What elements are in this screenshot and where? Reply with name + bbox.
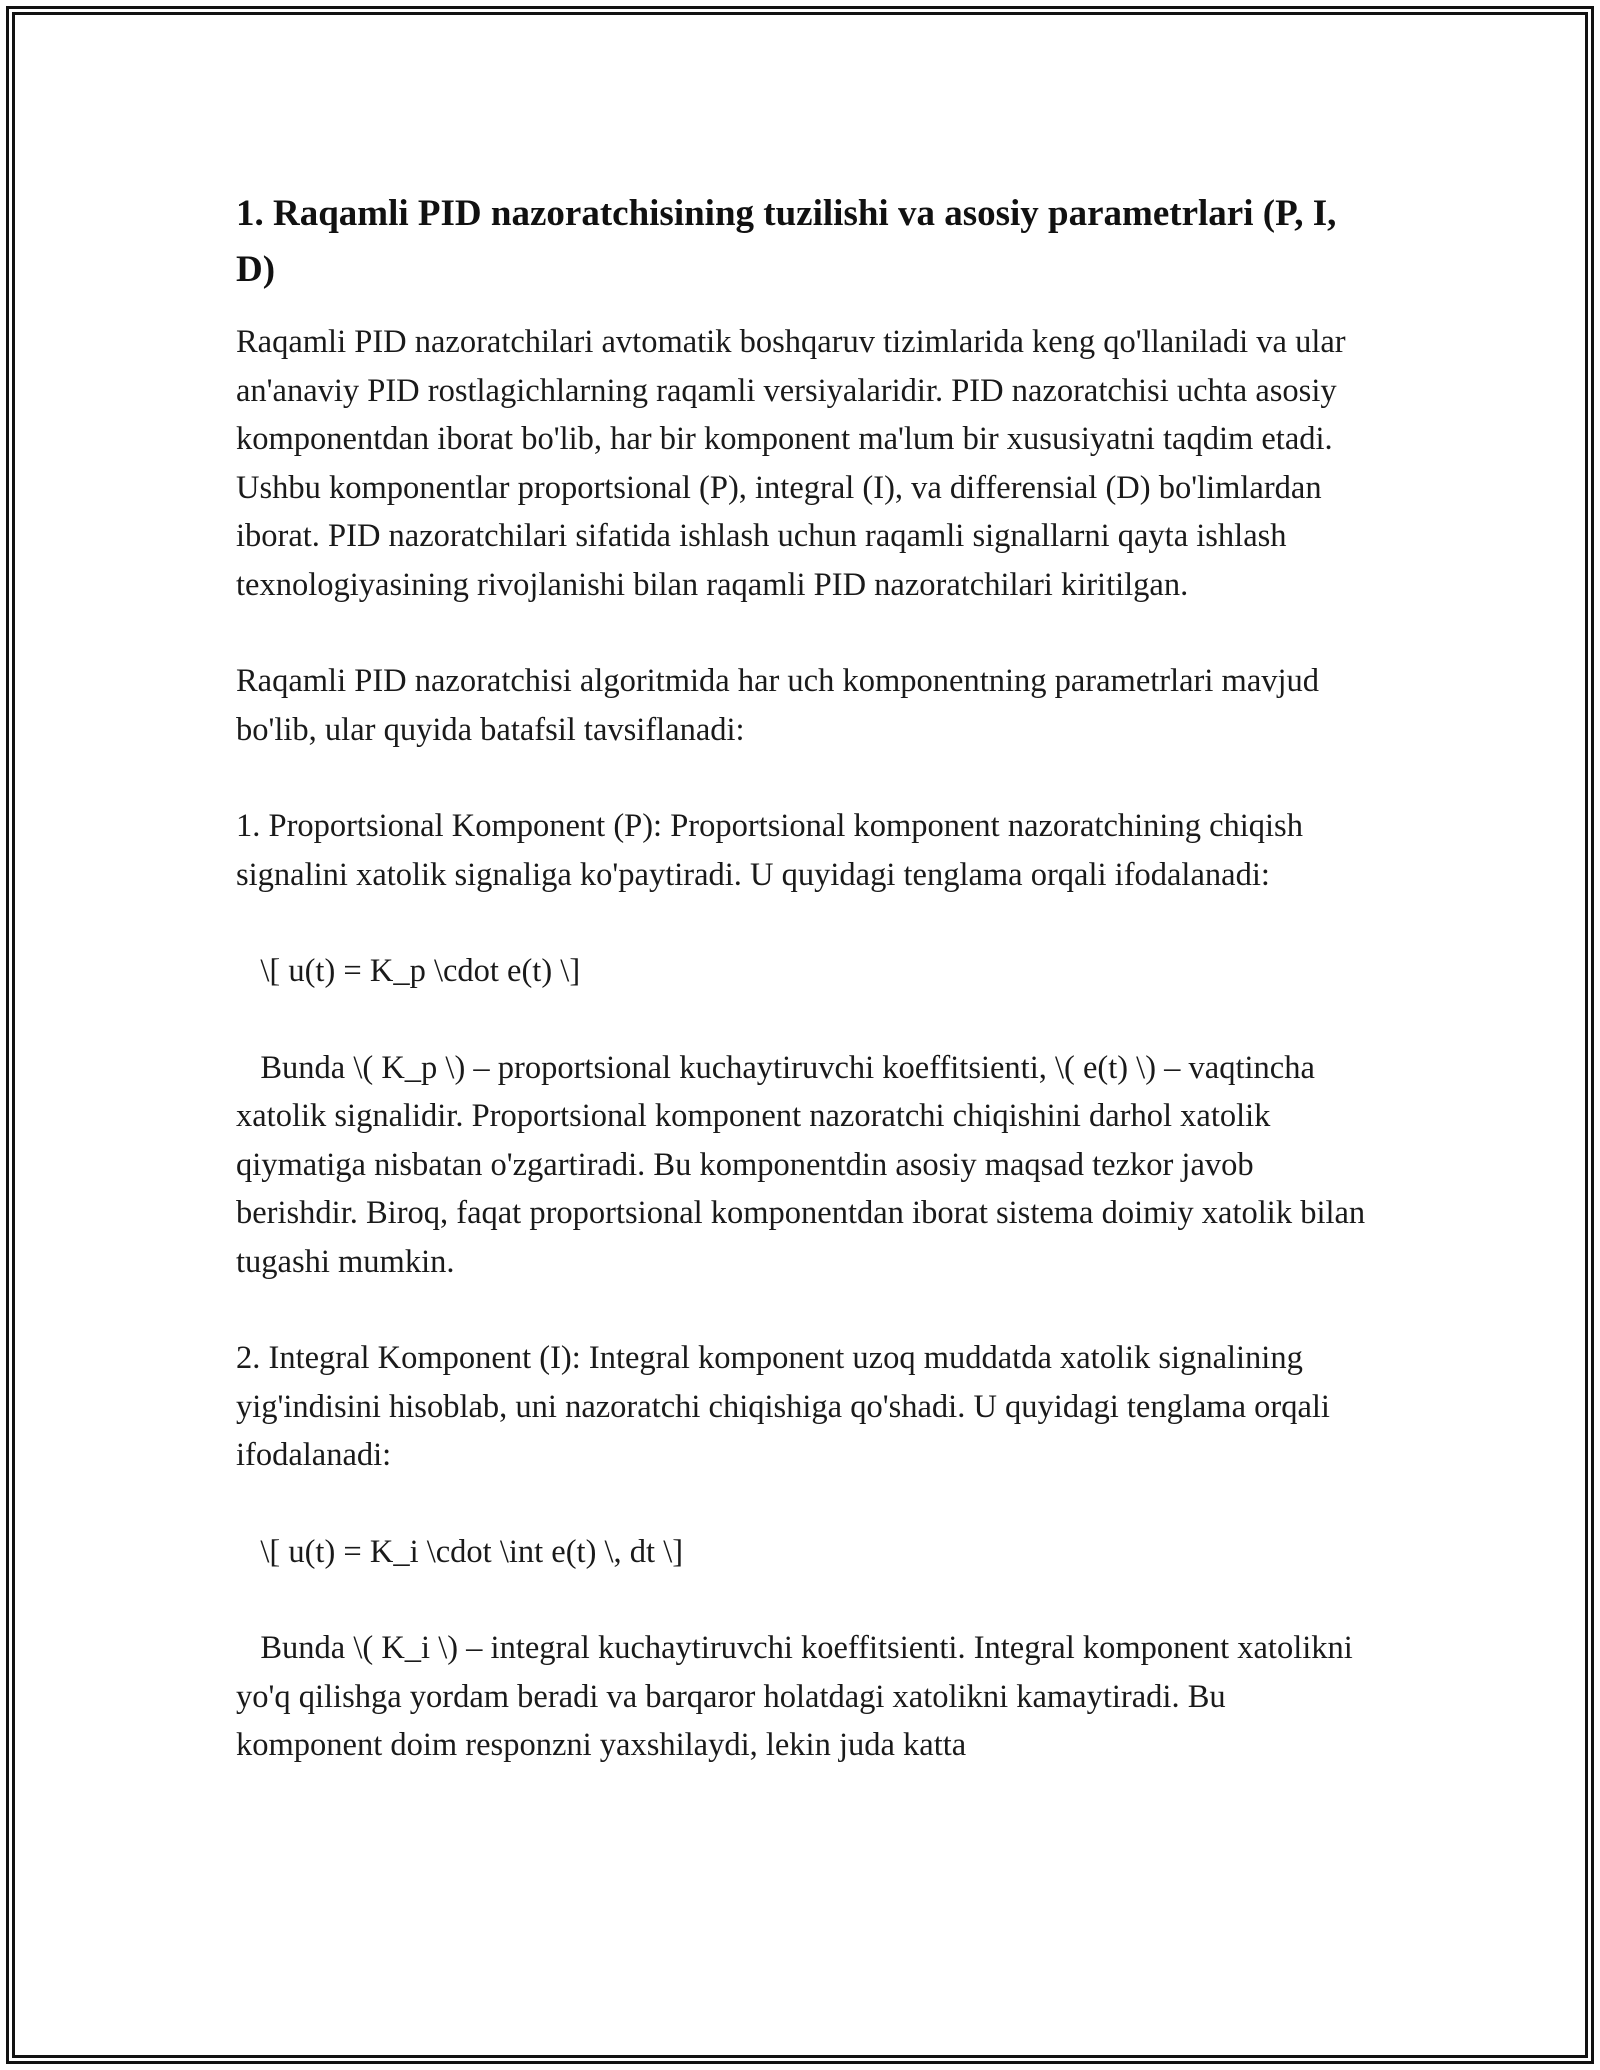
paragraph-gap <box>236 1286 1366 1334</box>
paragraph-gap <box>236 1480 1366 1528</box>
paragraph-intro: Raqamli PID nazoratchilari avtomatik boshqaruv tizimlarida keng qo'llaniladi va ular an'anaviy PID rostlagichlarning raqamli versiyalaridir. PID nazoratchisi uchta asosiy komponentdan iborat bo'lib, har bir komponent ma'lum bir xususiyatni taqdim etadi. Ushbu komponentlar proportsional (P), integral (I), va differensial (D) bo'limlardan iborat. PID nazoratchilari sifatida ishlash uchun raqamli signallarni qayta ishlash texnologiyasining rivojlanishi bilan raqamli PID nazoratchilari kiritilgan. <box>236 324 1354 603</box>
paragraph-parameters-overview: Raqamli PID nazoratchisi algoritmida har uch komponentning parametrlari mavjud bo'lib, ular quyida batafsil tavsiflanadi: <box>236 663 1328 748</box>
paragraph-gap <box>236 754 1366 802</box>
paragraph-proportional-component: 1. Proportsional Komponent (P): Proportsional komponent nazoratchining chiqish signalini xatolik signaliga ko'paytiradi. U quyidagi tenglama orqali ifodalanadi: <box>236 808 1312 893</box>
equation-proportional: \[ u(t) = K_p \cdot e(t) \] <box>236 953 581 989</box>
paragraph-gap <box>236 1576 1366 1624</box>
paragraph-integral-explanation: Bunda \( K_i \) – integral kuchaytiruvchi koeffitsienti. Integral komponent xatolikni yo'q qilishga yordam beradi va barqaror holatdagi xatolikni kamaytiradi. Bu komponent doim responzni yaxshilaydi, lekin juda katta <box>236 1630 1361 1763</box>
equation-integral: \[ u(t) = K_i \cdot \int e(t) \, dt \] <box>236 1533 684 1570</box>
paragraph-gap <box>236 996 1366 1044</box>
paragraph-proportional-explanation: Bunda \( K_p \) – proportsional kuchaytiruvchi koeffitsienti, \( e(t) \) – vaqtincha xatolik signalidir. Proportsional komponent nazoratchi chiqishini darhol xatolik qiymatiga nisbatan o'zgartiradi. Bu komponentdin asosiy maqsad tezkor javob berishdir. Biroq, faqat proportsional komponentdan iborat sistema doimiy xatolik bilan tugashi mumkin. <box>236 1049 1374 1280</box>
paragraph-gap <box>236 609 1366 657</box>
paragraph-gap <box>236 899 1366 947</box>
document-page <box>236 186 1374 1770</box>
paragraph-integral-component: 2. Integral Komponent (I): Integral komponent uzoq muddatda xatolik signalining yig'indisini hisoblab, uni nazoratchi chiqishiga qo'shadi. U quyidagi tenglama orqali ifodalanadi: <box>236 1340 1339 1473</box>
section-heading: 1. Raqamli PID nazoratchisining tuzilishi va asosiy parametrlari (P, I, D) <box>236 193 1337 290</box>
